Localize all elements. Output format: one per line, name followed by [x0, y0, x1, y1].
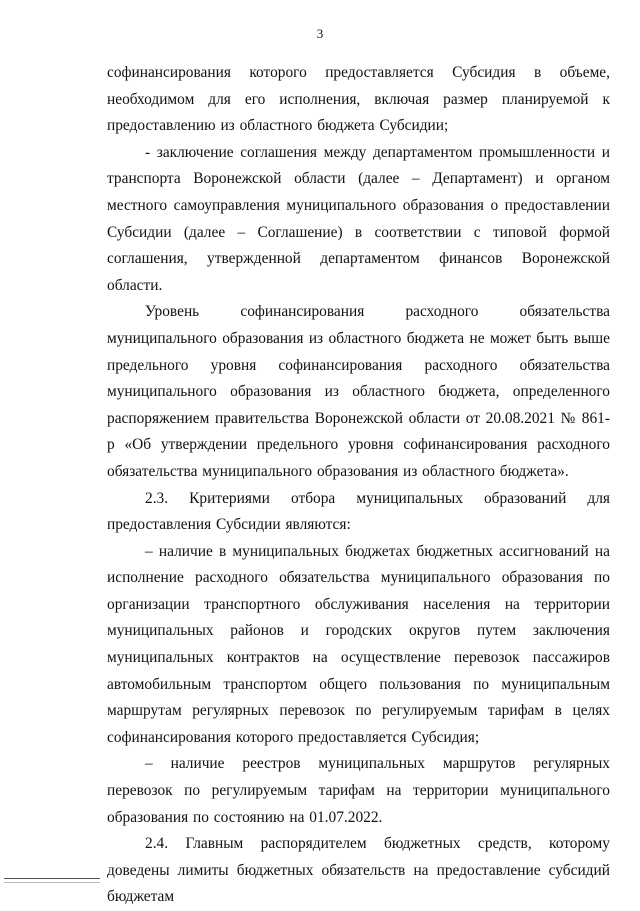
paragraph-5: – наличие в муниципальных бюджетах бюджетных ассигнований на исполнение расходного обязательства муниципального образования по организации транспортного обслуживания населения на территории муниципальных районов и городских округов путем заключения муниципальных контрактов на осуществление перевозок пассажиров автомобильным транспортом общего пользования по муниципальным маршрутам регулярных перевозок по регулируемым тарифам в целях софинансирования которого предоставляется Субсидия; — [107, 542, 610, 746]
paragraph-3: Уровень софинансирования расходного обязательства муниципального образования из областного бюджета не может быть выше предельного уровня софинансирования расходного обязательства муниципального образования из областного бюджета, определенного распоряжением правительства Воронежской области от 20.08.2021 № 861-р «Об утверждении предельного уровня софинансирования расходного обязательства муниципального образования из областного бюджета». — [107, 303, 610, 480]
paragraph-7: 2.4. Главным распорядителем бюджетных средств, которому доведены лимиты бюджетных обязательств на предоставление субсидий бюджетам — [107, 835, 610, 906]
document-body — [107, 60, 610, 911]
paragraph-4: 2.3. Критериями отбора муниципальных образований для предоставления Субсидии являются: — [107, 489, 610, 534]
paragraph-2: - заключение соглашения между департаментом промышленности и транспорта Воронежской области (далее – Департамент) и органом местного самоуправления муниципального образования о предоставлении Субсидии (далее – Соглашение) в соответствии с типовой формой соглашения, утвержденной департаментом финансов Воронежской области. — [107, 143, 610, 294]
footer-rule-shadow — [4, 882, 100, 883]
paragraph-1: софинансирования которого предоставляется Субсидия в объеме, необходимом для его исполнения, включая размер планируемой к предоставлению из областного бюджета Субсидии; — [107, 64, 610, 135]
footer-rule — [4, 878, 100, 879]
page-number: 3 — [316, 26, 324, 41]
paragraph-6: – наличие реестров муниципальных маршрутов регулярных перевозок по регулируемым тарифам на территории муниципального образования по состоянию на 01.07.2022. — [107, 755, 610, 826]
